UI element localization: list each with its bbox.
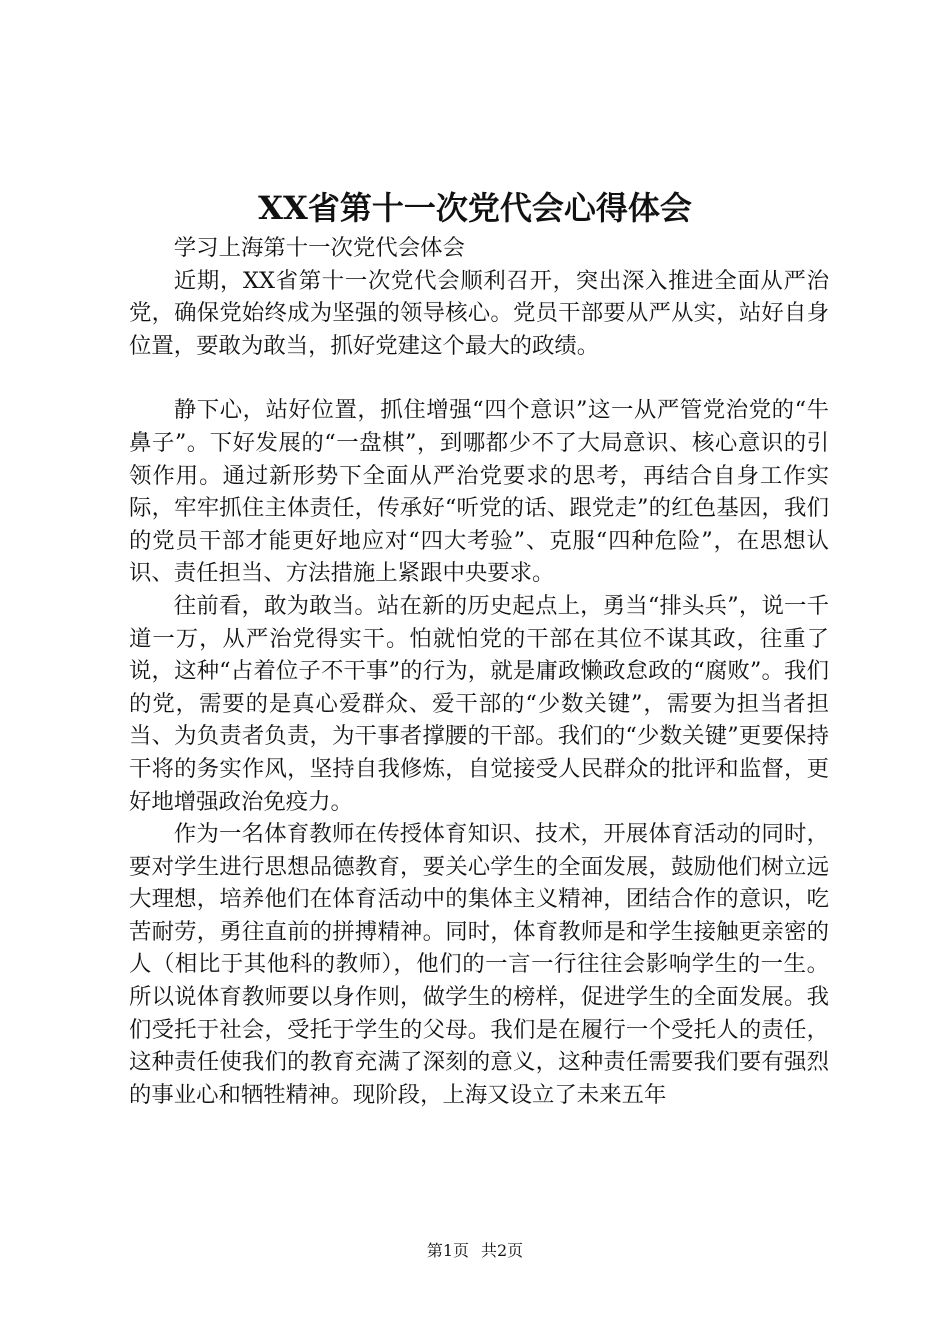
page-number: 第1页 xyxy=(426,1241,469,1260)
body-paragraph: 静下心，站好位置，抓住增强“四个意识”这一从严管党治党的“牛鼻子”。下好发展的“一盘棋”，到哪都少不了大局意识、核心意识的引领作用。通过新形势下全面从严治党要求的思考，再结合自身工作实际，牢牢抓住主体责任，传承好“听党的话、跟党走”的红色基因，我们的党员干部才能更好地应对“四大考验”、克服“四种危险”，在思想认识、责任担当、方法措施上紧跟中央要求。 xyxy=(129,397,829,587)
body-paragraph: 近期，XX省第十一次党代会顺利召开，突出深入推进全面从严治党，确保党始终成为坚强的领导核心。党员干部要从严从实，站好自身位置，要敢为敢当，抓好党建这个最大的政绩。 xyxy=(129,267,829,359)
page-total: 共2页 xyxy=(481,1241,524,1260)
document-body xyxy=(129,232,829,1111)
body-paragraph: 往前看，敢为敢当。站在新的历史起点上，勇当“排头兵”，说一千道一万，从严治党得实干。怕就怕党的干部在其位不谋其政，往重了说，这种“占着位子不干事”的行为，就是庸政懒政怠政的“腐败”。我们的党，需要的是真心爱群众、爱干部的“少数关键”，需要为担当者担当、为负责者负责，为干事者撑腰的干部。我们的“少数关键”更要保持干将的务实作风，坚持自我修炼，自觉接受人民群众的批评和监督，更好地增强政治免疫力。 xyxy=(129,592,829,815)
subtitle-paragraph: 学习上海第十一次党代会体会 xyxy=(173,235,465,261)
document-title: XX省第十一次党代会心得体会 xyxy=(258,189,692,227)
body-paragraph: 作为一名体育教师在传授体育知识、技术，开展体育活动的同时，要对学生进行思想品德教育，要关心学生的全面发展，鼓励他们树立远大理想，培养他们在体育活动中的集体主义精神，团结合作的意识，吃苦耐劳，勇往直前的拼搏精神。同时，体育教师是和学生接触更亲密的人（相比于其他科的教师），他们的一言一行往往会影响学生的一生。所以说体育教师要以身作则，做学生的榜样，促进学生的全面发展。我们受托于社会，受托于学生的父母。我们是在履行一个受托人的责任，这种责任使我们的教育充满了深刻的意义，这种责任需要我们要有强烈的事业心和牺牲精神。现阶段，上海又设立了未来五年 xyxy=(129,821,829,1108)
page-footer xyxy=(0,1240,950,1262)
